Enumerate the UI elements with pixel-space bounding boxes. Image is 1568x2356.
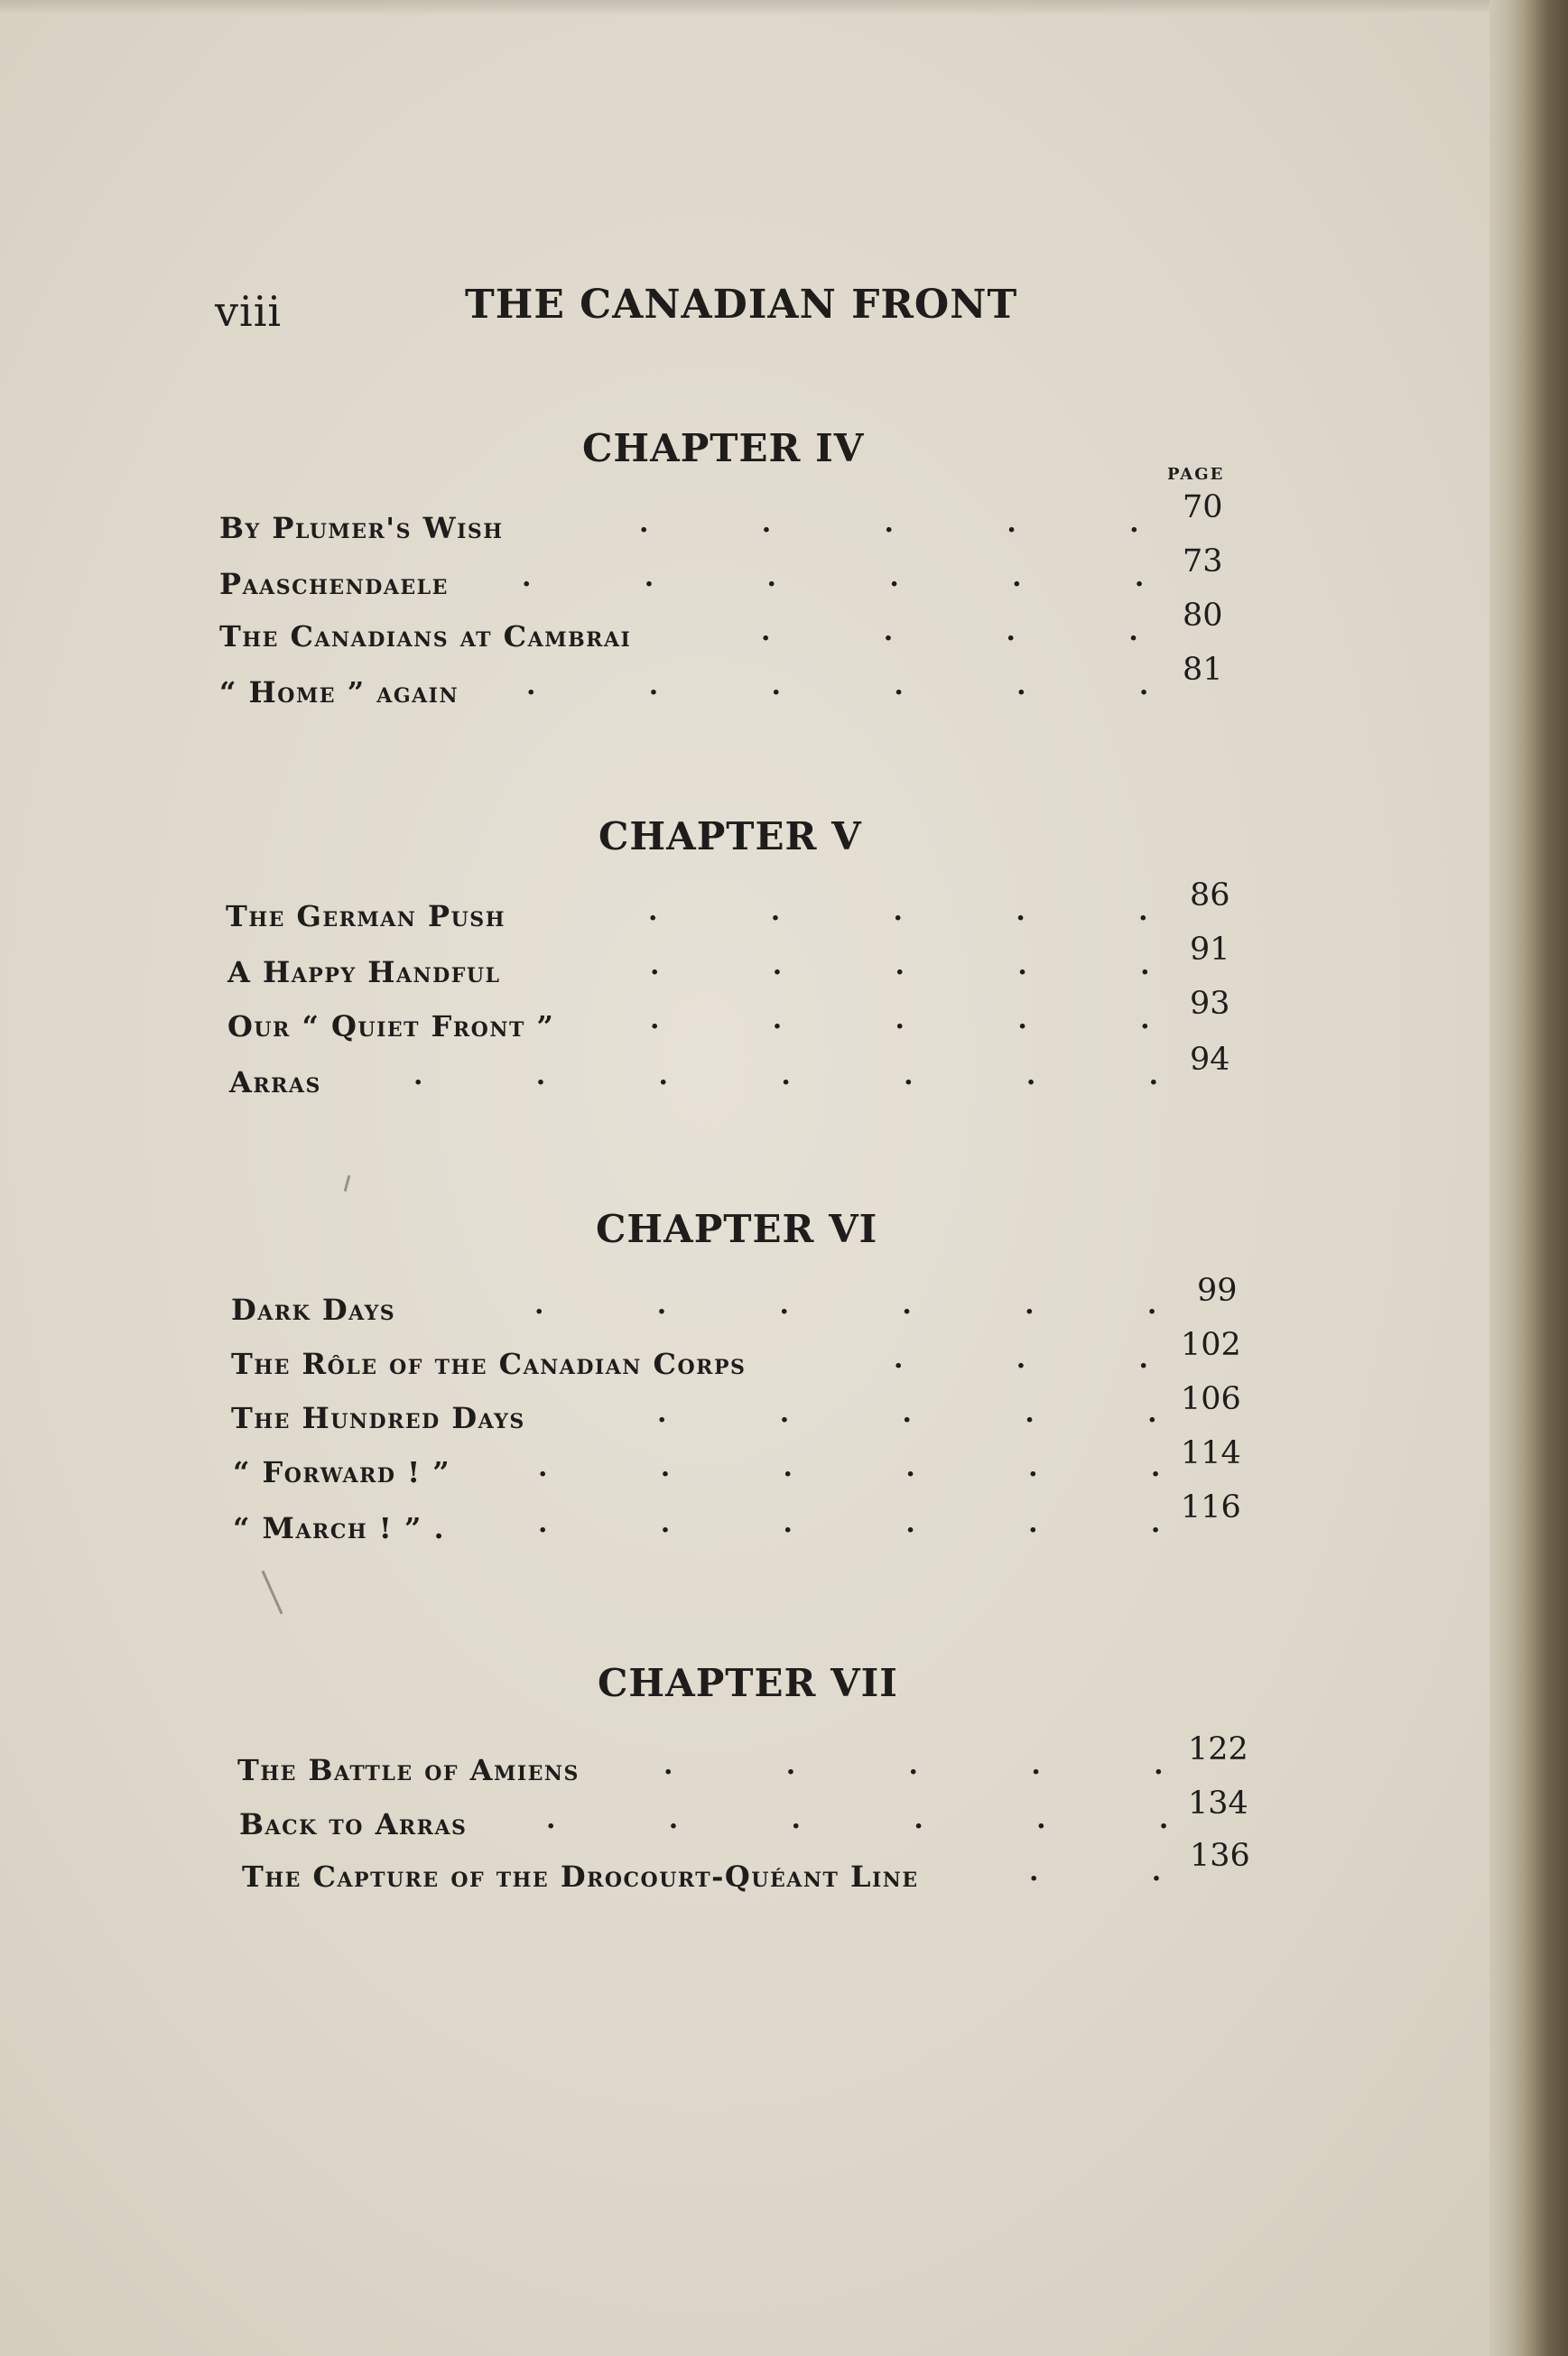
toc-entry-page: 136 bbox=[1190, 1838, 1250, 1874]
stray-pencil-mark bbox=[262, 1571, 283, 1615]
toc-entry-page: 73 bbox=[1183, 543, 1223, 580]
toc-entry-page: 70 bbox=[1183, 489, 1223, 525]
toc-entry-page: 81 bbox=[1183, 652, 1223, 688]
chapter-heading: CHAPTER V bbox=[598, 814, 862, 858]
toc-entry-page: 122 bbox=[1188, 1731, 1248, 1767]
leader-dots: . . . . . bbox=[650, 1004, 1150, 1035]
toc-entry-page: 114 bbox=[1181, 1435, 1241, 1471]
toc-entry-title: The Hundred Days bbox=[231, 1401, 525, 1435]
toc-entry-page: 106 bbox=[1181, 1381, 1241, 1417]
toc-entry-title: Dark Days bbox=[231, 1293, 396, 1327]
chapter-heading: CHAPTER VII bbox=[598, 1661, 898, 1705]
leader-dots: . . . . . . bbox=[538, 1507, 1161, 1539]
toc-entry-title: A Happy Handful bbox=[227, 955, 501, 989]
leader-dots: . . . bbox=[894, 1343, 1148, 1375]
toc-entry-page: 94 bbox=[1190, 1042, 1230, 1078]
toc-entry-title: Back to Arras bbox=[239, 1807, 468, 1841]
toc-entry-title: The Canadians at Cambrai bbox=[219, 619, 632, 654]
toc-entry-title: “ Home ” again bbox=[219, 675, 459, 710]
book-gutter bbox=[1489, 0, 1568, 2356]
leader-dots: . . . . . . bbox=[546, 1804, 1169, 1835]
toc-entry-title: “ Forward ! ” bbox=[233, 1455, 451, 1489]
leader-dots: . . . . . bbox=[639, 507, 1139, 539]
leader-dots: . . . . . . . bbox=[413, 1060, 1159, 1091]
chapter-heading: CHAPTER IV bbox=[582, 426, 865, 470]
toc-entry-title: The German Push bbox=[226, 899, 506, 933]
toc-entry-page: 99 bbox=[1197, 1273, 1238, 1309]
page-top-edge bbox=[0, 0, 1498, 14]
toc-entry-title: Paaschendaele bbox=[219, 567, 449, 601]
leader-dots: . . . . bbox=[761, 616, 1138, 647]
toc-entry-page: 93 bbox=[1190, 986, 1230, 1022]
toc-entry-page: 86 bbox=[1190, 877, 1230, 914]
running-head-title: THE CANADIAN FRONT bbox=[465, 282, 1018, 328]
leader-dots: . . . . . . bbox=[526, 670, 1149, 701]
toc-entry-title: The Rôle of the Canadian Corps bbox=[231, 1347, 747, 1381]
leader-dots: . . . . . . bbox=[534, 1289, 1157, 1321]
toc-entry-title: Our “ Quiet Front ” bbox=[227, 1009, 555, 1044]
leader-dots: . . . . . bbox=[648, 895, 1148, 927]
leader-dots: . . . . . bbox=[657, 1397, 1157, 1429]
toc-entry-title: The Capture of the Drocourt-Quéant Line bbox=[242, 1860, 919, 1894]
leader-dots: . . bbox=[1029, 1856, 1162, 1888]
folio-page-number: viii bbox=[215, 287, 283, 336]
chapter-heading: CHAPTER VI bbox=[596, 1207, 878, 1251]
page-column-label: PAGE bbox=[1167, 465, 1225, 484]
toc-entry-page: 91 bbox=[1190, 932, 1230, 968]
toc-entry-page: 102 bbox=[1181, 1327, 1241, 1363]
toc-entry-title: By Plumer's Wish bbox=[219, 511, 504, 545]
leader-dots: . . . . . . bbox=[522, 561, 1145, 593]
leader-dots: . . . . . . bbox=[538, 1452, 1161, 1483]
leader-dots: . . . . . bbox=[650, 950, 1150, 981]
toc-entry-title: “ March ! ” . bbox=[233, 1511, 446, 1545]
toc-entry-page: 80 bbox=[1183, 598, 1223, 634]
leader-dots: . . . . . bbox=[663, 1749, 1164, 1781]
stray-pencil-mark bbox=[344, 1175, 351, 1192]
toc-entry-page: 134 bbox=[1188, 1786, 1248, 1822]
toc-entry-page: 116 bbox=[1181, 1489, 1241, 1526]
toc-entry-title: The Battle of Amiens bbox=[237, 1753, 580, 1787]
toc-entry-title: Arras bbox=[229, 1065, 321, 1099]
